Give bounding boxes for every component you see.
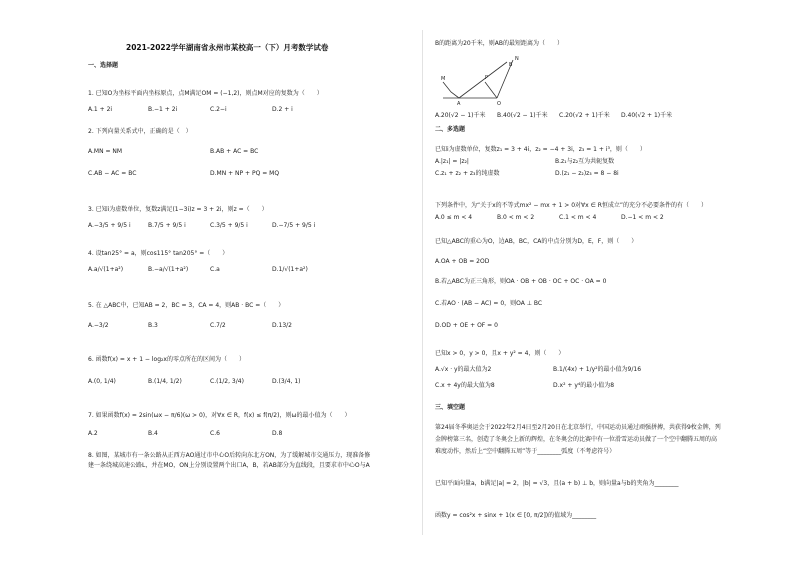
question-8-line-1: 8. 如图，某城市有一条公路从正西方AO通过市中心O后转向东北方ON，为了缓解城市交通压力，现准备修 bbox=[88, 452, 371, 459]
option: A.a/√(1+a²) bbox=[88, 266, 124, 273]
option: C.(1/2, 3/4) bbox=[210, 378, 244, 385]
option: A.20(√2 − 1)千米 bbox=[435, 112, 486, 119]
question-11-option-d: D.OD + OE + OF = 0 bbox=[435, 322, 498, 329]
section-heading-fill: 三、填空题 bbox=[435, 404, 466, 411]
question-4-options bbox=[88, 266, 332, 274]
question-5-options bbox=[88, 322, 332, 330]
question-11-option-b: B.若△ABC为正三角形，则OA · OB + OB · OC + OC · OA = 0 bbox=[435, 278, 607, 285]
option: D.1/√(1+a²) bbox=[272, 266, 308, 273]
section-heading-multi: 二、多选题 bbox=[435, 126, 466, 133]
option: B.1/(4x) + 1/y²的最小值为9/16 bbox=[553, 366, 642, 373]
option: B.4 bbox=[148, 430, 158, 437]
question-13-line-3: 难度动作，然后上“空中翻腾五周”等于________弧度（不考虑符号） bbox=[435, 448, 616, 455]
option: D.8 bbox=[272, 430, 283, 437]
question-8-options bbox=[435, 112, 683, 120]
question-8-line-2: 建一条绕城高速公路L，并在MO，ON上分别设置两个出口A，B，若AB部分为直线段，且要求市中心O与A bbox=[88, 462, 370, 469]
option: D.(z₁ − z₂)z₃ = 8 − 8i bbox=[555, 170, 619, 177]
option: C.a bbox=[210, 266, 220, 273]
question-11-stem: 已知△ABC的重心为O，边AB，BC，CA的中点分别为D，E，F，则（ ） bbox=[435, 238, 638, 245]
question-13-line-2: 金牌榜第三名，创造了冬奥会上新的辉煌，在冬奥会的比赛中有一位滑雪运动员做了一个空中翻腾五周的高 bbox=[435, 436, 718, 443]
option: C.6 bbox=[210, 430, 220, 437]
option: B.−a/√(1+a²) bbox=[148, 266, 189, 273]
option: B.0 < m < 2 bbox=[497, 214, 535, 221]
question-6-stem: 6. 函数f(x) = x + 1 − log₂x的零点所在的区间为（ ） bbox=[88, 356, 245, 363]
road-diagram-figure bbox=[439, 52, 521, 106]
option: A.−3/2 bbox=[88, 322, 109, 329]
question-8-line-3: B的距离为20千米，则AB的最短距离为（ ） bbox=[435, 40, 563, 47]
option: A.MN = NM bbox=[88, 148, 123, 155]
question-11-option-c: C.若AO · (AB − AC) = 0，则OA ⊥ BC bbox=[435, 300, 543, 307]
option: D.13/2 bbox=[272, 322, 293, 329]
question-9-options-row2 bbox=[435, 170, 705, 178]
question-12-options-row1 bbox=[435, 366, 703, 374]
question-1-stem: 1. 已知O为坐标平面内坐标原点，点M满足OM = (−1,2)，则点M对应的复数为（ ） bbox=[88, 90, 323, 97]
question-2-options-row1 bbox=[88, 148, 360, 156]
question-9-stem: 已知i为虚数单位，复数z₁ = 3 + 4i，z₂ = −4 + 3i，z₃ = 1 + i³，则（ ） bbox=[435, 146, 646, 153]
option: B.40(√2 − 1)千米 bbox=[497, 112, 548, 119]
label-o: O bbox=[497, 101, 501, 106]
option: B.AB + AC = BC bbox=[210, 148, 259, 155]
option: D.2 + i bbox=[272, 106, 293, 113]
option: D.−7/5 + 9/5 i bbox=[272, 222, 316, 229]
question-14: 已知平面向量a，b满足|a| = 2，|b| = √3，且(a + b) ⊥ b，则向量a与b的夹角为________ bbox=[435, 480, 679, 487]
right-column bbox=[435, 0, 770, 562]
label-p: P bbox=[485, 75, 489, 81]
option: C.1 < m < 4 bbox=[559, 214, 597, 221]
column-divider bbox=[422, 30, 423, 535]
question-7-options bbox=[88, 430, 332, 438]
question-13-line-1: 第24届冬季奥运会于2022年2月4日至2月20日在北京举行，中国运动员通过顽强拼搏，共获得9枚金牌，列 bbox=[435, 424, 721, 431]
option: C.3/5 + 9/5 i bbox=[210, 222, 248, 229]
label-m: M bbox=[441, 76, 446, 82]
label-b: B bbox=[509, 62, 513, 68]
label-n: N bbox=[515, 56, 519, 62]
question-1-options bbox=[88, 106, 332, 114]
page-title: 2021-2022学年湖南省永州市某校高一（下）月考数学试卷 bbox=[126, 43, 329, 52]
option: D.x² + y⁴的最小值为8 bbox=[553, 382, 615, 389]
question-6-options bbox=[88, 378, 332, 386]
option: D.−1 < m < 2 bbox=[621, 214, 664, 221]
option: D.40(√2 + 1)千米 bbox=[621, 112, 673, 119]
option: B.7/5 + 9/5 i bbox=[148, 222, 186, 229]
option: A.1 + 2i bbox=[88, 106, 113, 113]
question-2-stem: 2. 下列向量关系式中，正确的是（ ） bbox=[88, 128, 192, 135]
question-3-stem: 3. 已知i为虚数单位，复数z满足(1−3i)z = 3 + 2i，则z =（ ） bbox=[88, 206, 268, 213]
option: C.AB − AC = BC bbox=[88, 170, 137, 177]
option: C.x + 4y的最大值为8 bbox=[435, 382, 495, 389]
option: A.(0, 1/4) bbox=[88, 378, 116, 385]
option: B.z₁与z₂互为共轭复数 bbox=[555, 158, 615, 165]
label-a: A bbox=[457, 101, 461, 106]
question-12-options-row2 bbox=[435, 382, 703, 390]
option: B.3 bbox=[148, 322, 158, 329]
option: C.2−i bbox=[210, 106, 227, 113]
question-2-options-row2 bbox=[88, 170, 360, 178]
option: D.(3/4, 1) bbox=[272, 378, 301, 385]
question-15: 函数y = cos²x + sinx + 1(x ∈ [0, π/2])的值域为________ bbox=[435, 512, 597, 519]
option: C.20(√2 + 1)千米 bbox=[559, 112, 610, 119]
option: D.MN + NP + PQ = MQ bbox=[210, 170, 280, 177]
option: A.2 bbox=[88, 430, 98, 437]
question-3-options bbox=[88, 222, 332, 230]
question-7-stem: 7. 如果函数f(x) = 2sin(ωx − π/6)(ω > 0)，对∀x ∈ R，f(x) ≤ f(π/2)，则ω的最小值为（ ） bbox=[88, 412, 351, 419]
option: A.−3/5 + 9/5 i bbox=[88, 222, 131, 229]
question-9-options-row1 bbox=[435, 158, 705, 166]
question-10-stem: 下列条件中，为“关于x的不等式mx² − mx + 1 > 0对∀x ∈ R恒成立”的充分不必要条件的有（ ） bbox=[435, 202, 707, 209]
left-column bbox=[88, 0, 410, 562]
section-heading-choice: 一、选择题 bbox=[88, 62, 119, 69]
question-4-stem: 4. 设tan25° = a，则cos115° tan205° =（ ） bbox=[88, 250, 229, 257]
option: C.z₁ + z₂ + z₃的纯虚数 bbox=[435, 170, 500, 177]
option: A.0 ≤ m < 4 bbox=[435, 214, 473, 221]
option: B.(1/4, 1/2) bbox=[148, 378, 182, 385]
question-10-options bbox=[435, 214, 683, 222]
question-11-option-a: A.OA + OB = 2OD bbox=[435, 258, 490, 265]
option: C.7/2 bbox=[210, 322, 226, 329]
option: B.−1 + 2i bbox=[148, 106, 178, 113]
question-5-stem: 5. 在 △ABC中，已知AB = 2，BC = 3，CA = 4，则AB · BC =（ ） bbox=[88, 302, 285, 309]
option: A.√x · y的最大值为2 bbox=[435, 366, 492, 373]
question-12-stem: 已知x > 0，y > 0，且x + y² = 4，则（ ） bbox=[435, 350, 565, 357]
option: A.|z₁| = |z₂| bbox=[435, 158, 469, 165]
